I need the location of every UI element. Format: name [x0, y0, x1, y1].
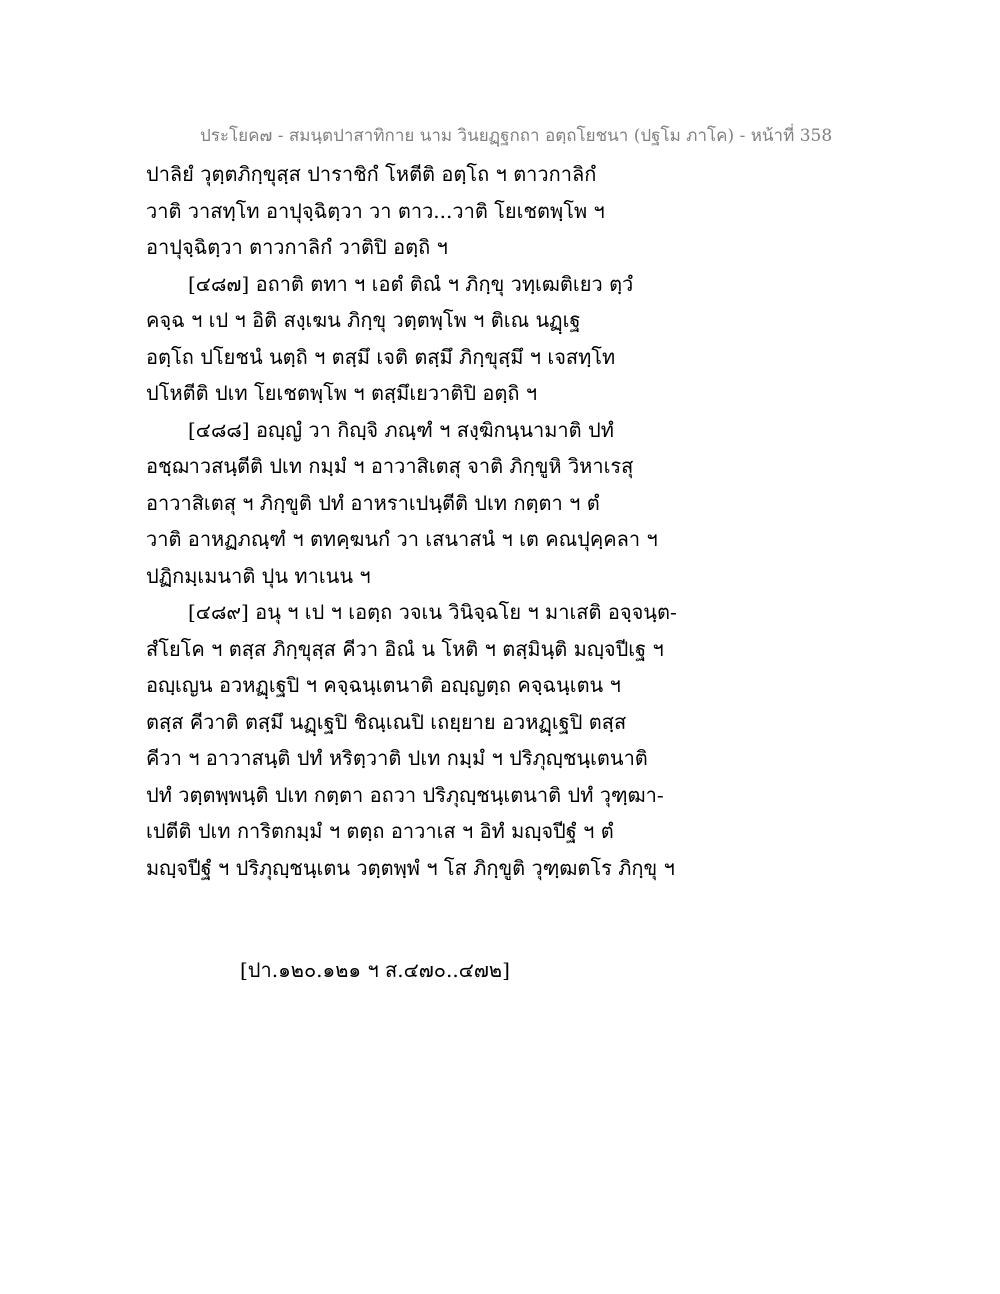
body-text	[146, 156, 866, 886]
paragraph-start-line: [๔๘๘] อญฺญํ วา กิญฺจิ ภณฺฑํ ฯ สงฺฆิกนฺนามาติ ปทํ	[188, 417, 614, 442]
text-line: ตสฺส คีวาติ ตสฺมึ นฏฺเฐปิ ชิณฺเณปิ เถยฺยาย อวหฏฺเฐปิ ตสฺส	[146, 709, 627, 734]
text-line: คีวา ฯ อาวาสนฺติ ปทํ หริตฺวาติ ปเท กมฺมํ ฯ ปริภุญฺชนฺเตนาติ	[146, 746, 648, 770]
running-header: ประโยค๗ - สมนฺตปาสาทิกาย นาม วินยฏฺฐกถา อตฺถโยชนา (ปฐโม ภาโค) - หน้าที่ 358	[200, 126, 833, 146]
text-line: เปตีติ ปเท การิตกมฺมํ ฯ ตตฺถ อาวาเส ฯ อิทํ มญฺจปีฐํ ฯ ตํ	[146, 819, 614, 843]
text-line: ปทํ วตฺตพฺพนฺติ ปเท กตฺตา อถวา ปริภุญฺชนฺเตนาติ ปทํ วุฑฺฒา-	[146, 782, 664, 807]
text-line: อชฺฌาวสนฺตีติ ปเท กมฺมํ ฯ อาวาสิเตสุ จาติ ภิกฺขูหิ วิหาเรสุ	[146, 454, 634, 478]
text-line: ปาลิยํ วุตฺตภิกฺขุสฺส ปาราชิกํ โหตีติ อตฺโถ ฯ ตาวกาลิกํ	[146, 162, 597, 186]
text-line: สํโยโค ฯ ตสฺส ภิกฺขุสฺส คีวา อิณํ น โหติ ฯ ตสฺมินฺติ มญฺจปีเฐ ฯ	[146, 636, 664, 661]
text-line: ปฏิกมฺเมนาติ ปุน ทาเนน ฯ	[146, 563, 371, 588]
paragraph-start-line: [๔๘๗] อถาติ ตทา ฯ เอตํ ติณํ ฯ ภิกฺขุ วทฺเฒติเยว ตฺวํ	[188, 271, 634, 296]
source-reference: [ปา.๑๒๐.๑๒๑ ฯ ส.๔๗๐..๔๗๒]	[240, 958, 510, 982]
text-line: อาวาสิเตสุ ฯ ภิกฺขูติ ปทํ อาหราเปนฺตีติ ปเท กตฺตา ฯ ตํ	[146, 490, 600, 515]
text-line: ปโหตีติ ปเท โยเชตพฺโพ ฯ ตสฺมึเยวาติปิ อตฺถิ ฯ	[146, 381, 538, 405]
text-line: วาติ อาหฏภณฺฑํ ฯ ตทคฺฆนกํ วา เสนาสนํ ฯ เต คณปุคฺคลา ฯ	[146, 527, 658, 551]
text-line: มญฺจปีฐํ ฯ ปริภุญฺชนฺเตน วตฺตพฺพํ ฯ โส ภิกฺขูติ วุฑฺฒตโร ภิกฺขุ ฯ	[146, 855, 675, 880]
text-line: อาปุจฺฉิตฺวา ตาวกาลิกํ วาติปิ อตฺถิ ฯ	[146, 235, 448, 259]
text-line: คจฺฉ ฯ เป ฯ อิติ สงฺเฆน ภิกฺขุ วตฺตพฺโพ ฯ ติเณ นฏฺเฐ	[146, 308, 581, 332]
text-line: อญฺเญน อวหฏฺเฐปิ ฯ คจฺฉนฺเตนาติ อญฺญตฺถ คจฺฉนฺเตน ฯ	[146, 673, 621, 697]
text-line: อตฺโถ ปโยชนํ นตฺถิ ฯ ตสฺมึ เจติ ตสฺมึ ภิกฺขุสฺมึ ฯ เจสทฺโท	[146, 344, 616, 369]
paragraph-start-line: [๔๘๙] อนุ ฯ เป ฯ เอตฺถ วจเน วินิจฺฉโย ฯ มาเสติ อจฺจนฺต-	[188, 600, 677, 624]
text-line: วาติ วาสทฺโท อาปุจฺฉิตฺวา วา ตาว...วาติ โยเชตพฺโพ ฯ	[146, 198, 605, 223]
